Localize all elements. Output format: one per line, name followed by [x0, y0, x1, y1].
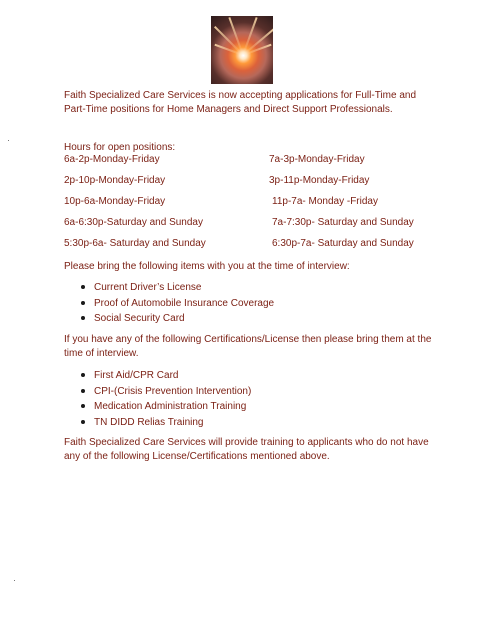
shift-left: 6a-6:30p-Saturday and Sunday [64, 217, 203, 228]
certifications-intro: If you have any of the following Certifications/License then please bring them at the time of interview. [64, 334, 432, 359]
intro-paragraph: Faith Specialized Care Services is now accepting applications for Full-Time and Part-Time positions for Home Managers and Direct Support Professionals. [64, 90, 417, 115]
list-item: Current Driver’s License [64, 280, 274, 296]
shift-left: 5:30p-6a- Saturday and Sunday [64, 238, 206, 249]
bullet-icon [81, 389, 85, 393]
bullet-icon [81, 301, 85, 305]
list-item: TN DIDD Relias Training [64, 415, 251, 431]
company-logo-image [211, 16, 273, 84]
scan-speck [14, 580, 15, 581]
shift-right: 7a-3p-Monday-Friday [269, 154, 365, 165]
bullet-icon [81, 285, 85, 289]
bullet-icon [81, 316, 85, 320]
list-item: Medication Administration Training [64, 399, 251, 415]
certifications-list [64, 368, 251, 430]
scan-speck [8, 140, 9, 141]
list-item: Social Security Card [64, 311, 274, 327]
shift-left: 10p-6a-Monday-Friday [64, 196, 166, 207]
shift-right: 3p-11p-Monday-Friday [269, 175, 370, 186]
shift-right: 7a-7:30p- Saturday and Sunday [272, 217, 414, 228]
training-note: Faith Specialized Care Services will provide training to applicants who do not have any of the following License/Certifications mentioned above. [64, 437, 429, 462]
shift-left: 2p-10p-Monday-Friday [64, 175, 166, 186]
shift-right: 11p-7a- Monday -Friday [272, 196, 378, 207]
bring-items-list [64, 280, 274, 327]
list-item: First Aid/CPR Card [64, 368, 251, 384]
bullet-icon [81, 373, 85, 377]
bullet-icon [81, 404, 85, 408]
shift-left: 6a-2p-Monday-Friday [64, 154, 160, 165]
list-item: Proof of Automobile Insurance Coverage [64, 296, 274, 312]
shift-right: 6:30p-7a- Saturday and Sunday [272, 238, 414, 249]
bring-items-intro: Please bring the following items with you at the time of interview: [64, 261, 350, 272]
list-item: CPI-(Crisis Prevention Intervention) [64, 384, 251, 400]
hours-title: Hours for open positions: [64, 142, 176, 153]
bullet-icon [81, 420, 85, 424]
